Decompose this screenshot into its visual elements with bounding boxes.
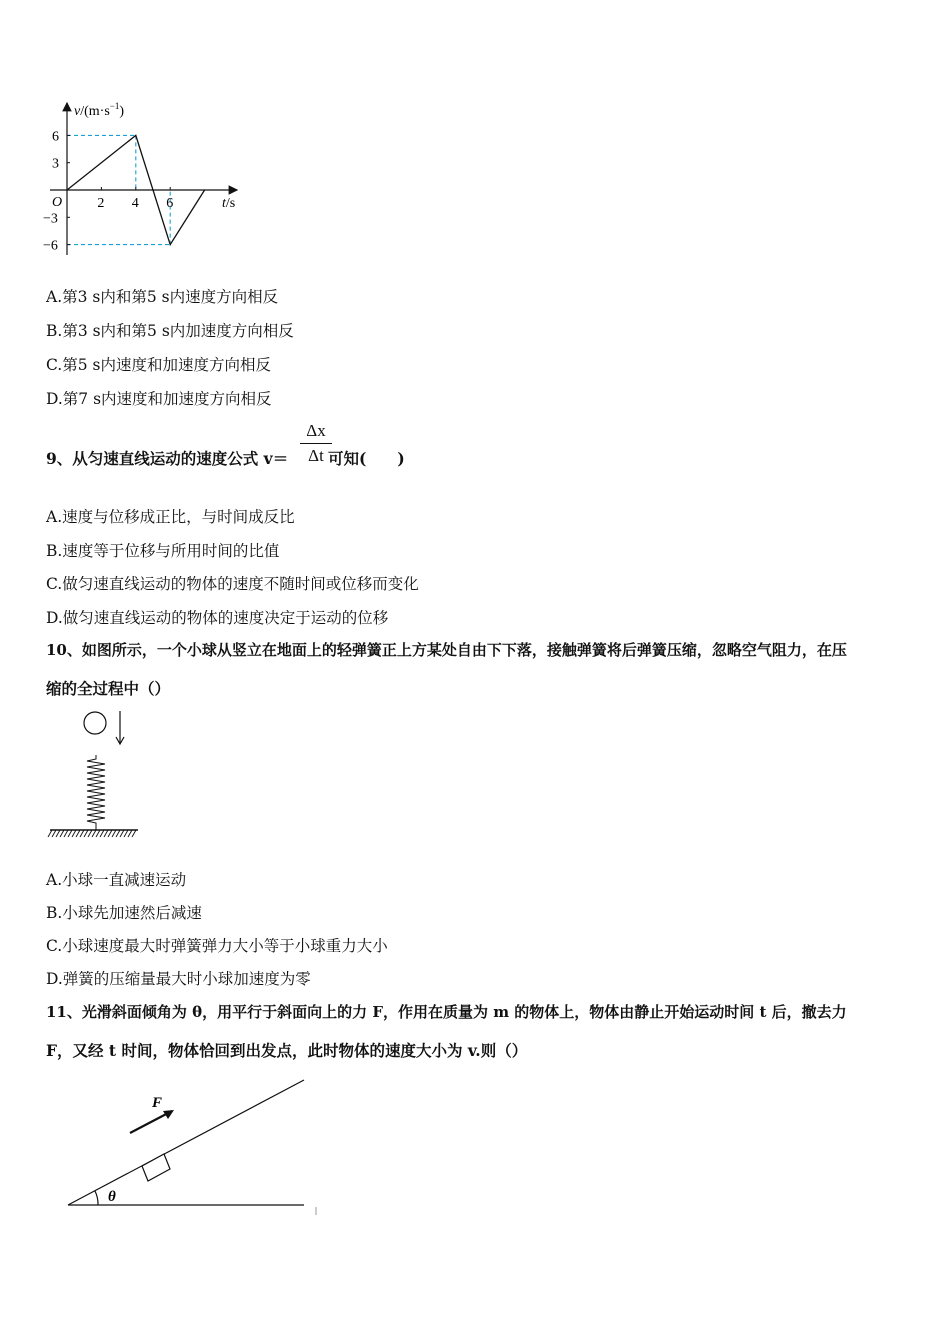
force-label: F bbox=[152, 1095, 163, 1111]
block-icon bbox=[142, 1154, 170, 1181]
q8-option-a[interactable]: A.第3 s内和第5 s内速度方向相反 bbox=[46, 288, 279, 306]
y-tick-label--3: −3 bbox=[43, 211, 58, 227]
y-tick-label-6: 6 bbox=[52, 129, 59, 145]
x-axis-label: t/s bbox=[222, 196, 236, 211]
spring-icon bbox=[87, 755, 105, 830]
q8-option-b[interactable]: B.第3 s内和第5 s内加速度方向相反 bbox=[46, 322, 294, 340]
angle-arc bbox=[95, 1191, 98, 1205]
fraction-bar bbox=[300, 443, 332, 444]
incline-surface bbox=[68, 1080, 304, 1205]
q9-option-a[interactable]: A.速度与位移成正比，与时间成反比 bbox=[46, 508, 295, 526]
x-tick-label-2: 2 bbox=[97, 196, 105, 211]
velocity-time-graph bbox=[40, 95, 260, 265]
incline-figure bbox=[60, 1075, 330, 1225]
y-axis-label: $v/(m\cdot s^{-1})$ bbox=[74, 101, 125, 119]
ball-spring-figure bbox=[44, 705, 144, 845]
fraction-numerator: Δx bbox=[306, 421, 326, 440]
q10-stem-line2: 缩的全过程中（） bbox=[46, 679, 171, 698]
ground-hatching bbox=[48, 830, 136, 837]
q10-stem-line1: 10、如图所示，一个小球从竖立在地面上的轻弹簧正上方某处自由下下落，接触弹簧将后弹簧压缩，忽略空气阻力，在压 bbox=[46, 641, 847, 659]
y-tick-label--6: −6 bbox=[43, 238, 58, 254]
fraction-denominator: Δt bbox=[308, 446, 324, 465]
origin-label: O bbox=[52, 195, 63, 210]
q11-stem-line1: 11、光滑斜面倾角为 θ，用平行于斜面向上的力 F，作用在质量为 m 的物体上，物体由静止开始运动时间 t 后，撤去力 bbox=[46, 1003, 847, 1021]
q10-option-a[interactable]: A.小球一直减速运动 bbox=[46, 871, 187, 889]
q9-option-b[interactable]: B.速度等于位移与所用时间的比值 bbox=[46, 542, 280, 560]
q10-option-b[interactable]: B.小球先加速然后减速 bbox=[46, 904, 202, 922]
q10-option-d[interactable]: D.弹簧的压缩量最大时小球加速度为零 bbox=[46, 970, 311, 988]
q10-option-c[interactable]: C.小球速度最大时弹簧弹力大小等于小球重力大小 bbox=[46, 937, 388, 955]
q9-stem-before: 9、从匀速直线运动的速度公式 v＝ bbox=[46, 449, 289, 468]
ball-icon bbox=[84, 712, 106, 734]
q11-stem-line2: F，又经 t 时间，物体恰回到出发点，此时物体的速度大小为 v.则（） bbox=[46, 1041, 528, 1060]
q8-option-c[interactable]: C.第5 s内速度和加速度方向相反 bbox=[46, 356, 271, 374]
q8-option-d[interactable]: D.第7 s内速度和加速度方向相反 bbox=[46, 390, 272, 408]
angle-label: θ bbox=[108, 1189, 116, 1205]
q9-option-d[interactable]: D.做匀速直线运动的物体的速度决定于运动的位移 bbox=[46, 609, 389, 627]
q9-stem-after: 可知( ) bbox=[328, 449, 405, 468]
x-tick-label-4: 4 bbox=[131, 196, 139, 211]
x-tick-label-6: 6 bbox=[166, 196, 174, 211]
y-tick-label-3: 3 bbox=[52, 156, 59, 172]
q9-option-c[interactable]: C.做匀速直线运动的物体的速度不随时间或位移而变化 bbox=[46, 575, 419, 593]
